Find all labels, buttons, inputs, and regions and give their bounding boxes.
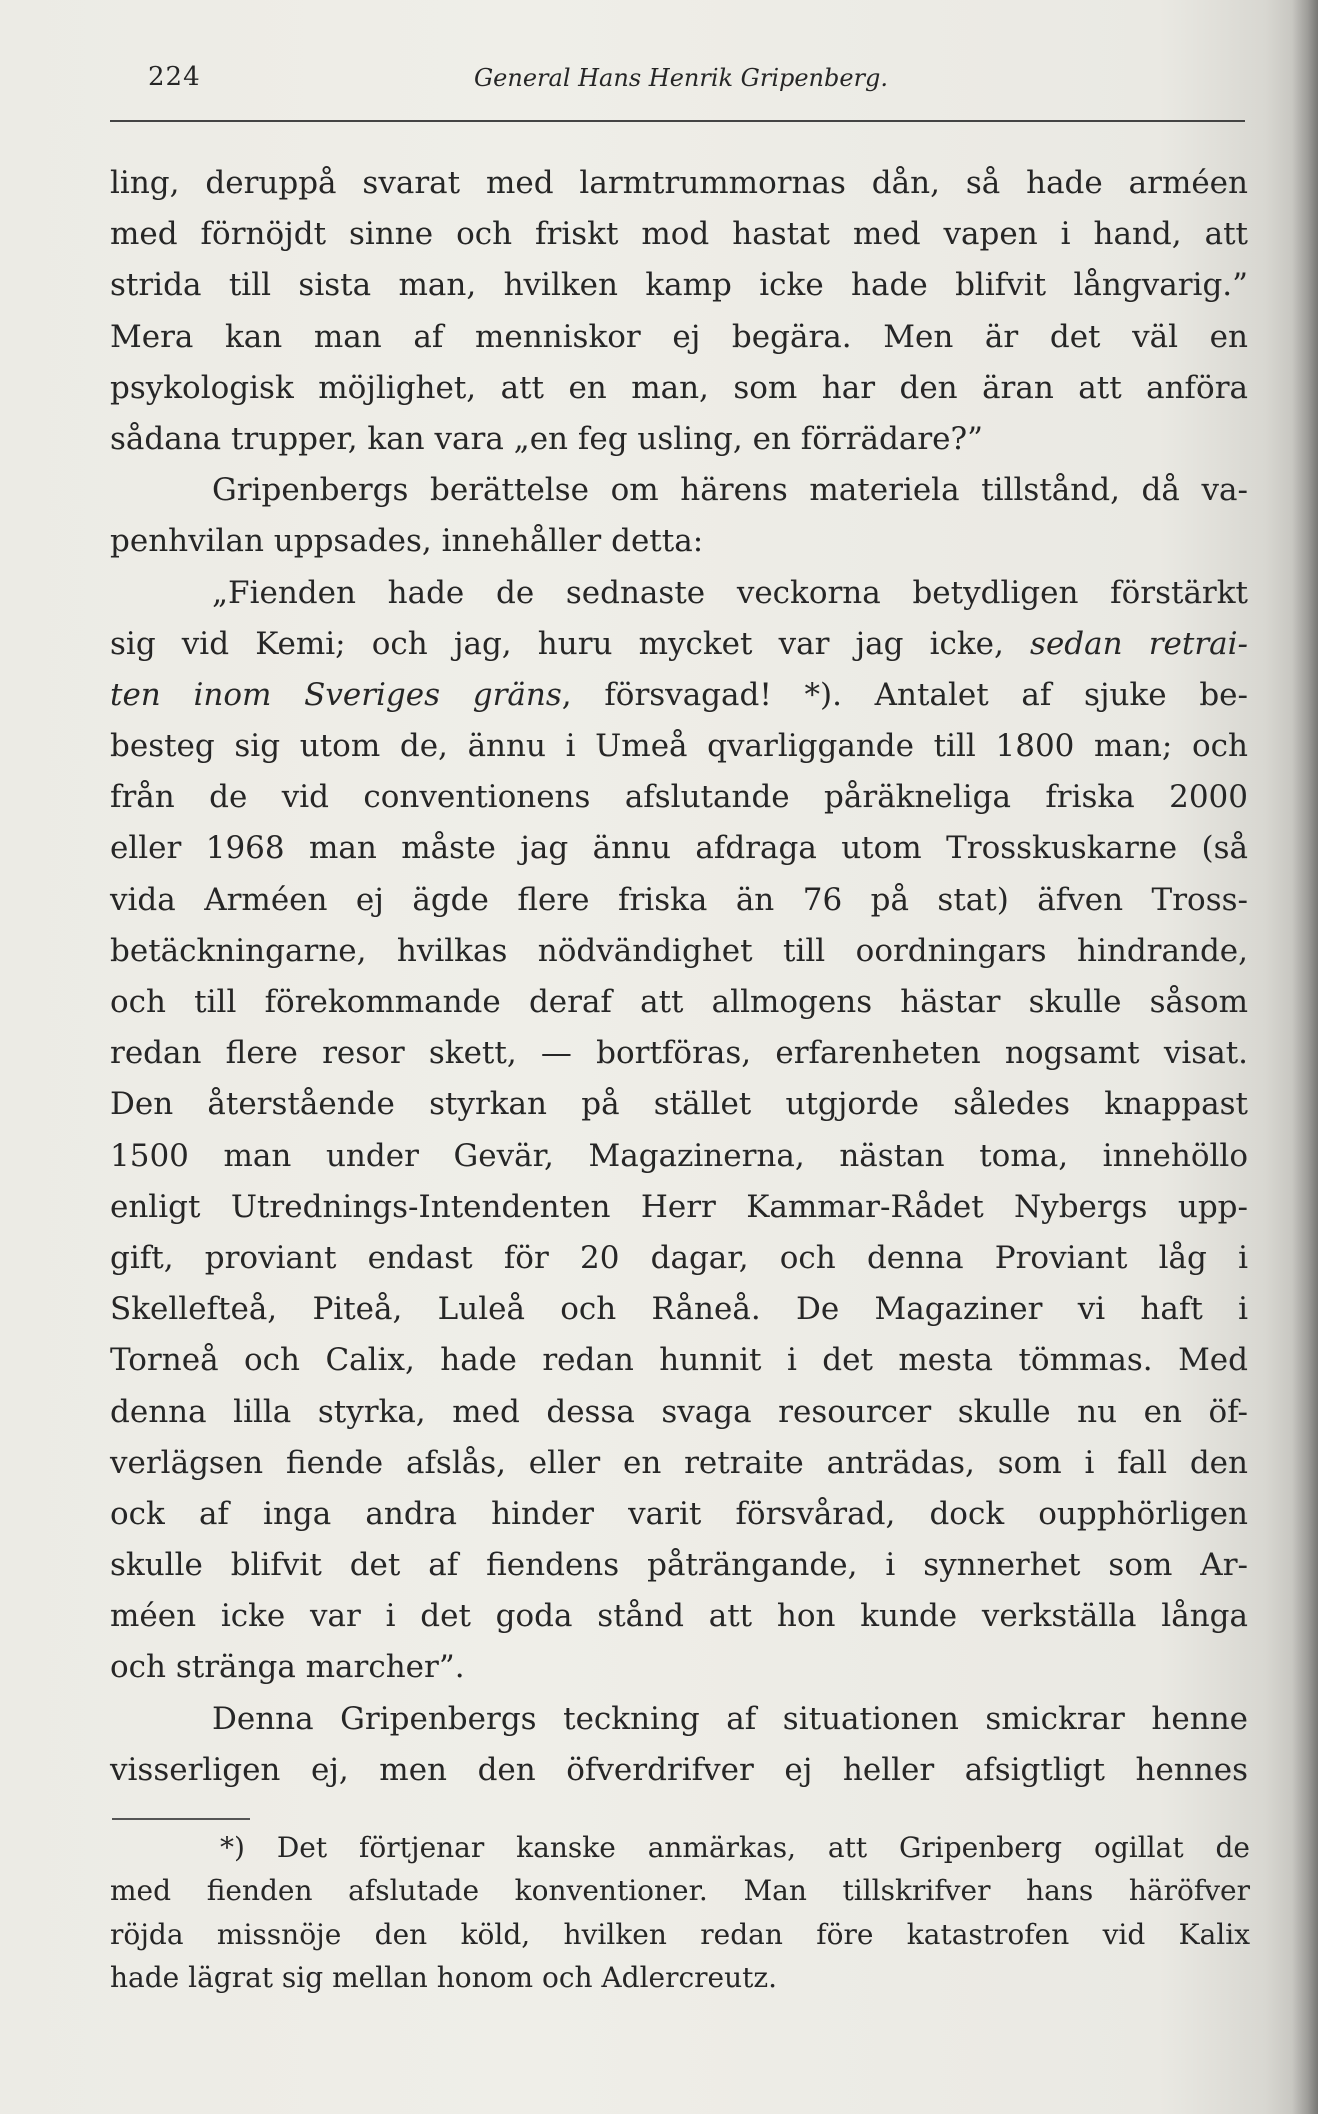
page-number: 224 [148,62,201,92]
text-line: Mera kan man af menniskor ej begära. Men är det väl en [110,318,1248,355]
text-line: enligt Utrednings-Intendenten Herr Kammar-Rådet Nybergs upp- [110,1188,1248,1225]
text-line: Denna Gripenbergs teckning af situationen smickrar henne [212,1700,1248,1737]
text-line: Skellefteå, Piteå, Luleå och Råneå. De Magaziner vi haft i [110,1291,1248,1328]
text-line: eller 1968 man måste jag ännu afdraga utom Trosskuskarne (så [110,830,1248,867]
text-line: vida Arméen ej ägde flere friska än 76 på stat) äfven Tross- [110,881,1248,918]
text-line: ock af inga andra hinder varit försvårad, dock oupphörligen [110,1495,1248,1532]
text-line: strida till sista man, hvilken kamp icke hade blifvit långvarig.” [110,267,1248,304]
page-edge-shadow [1292,0,1318,2114]
text-line: och stränga marcher”. [110,1649,465,1686]
text-line [110,619,1248,670]
text-span: , försvagad! *). Antalet af sjuke be- [561,676,1248,713]
running-title: General Hans Henrik Gripenberg. [474,64,889,92]
text-line: med förnöjdt sinne och friskt mod hastat med vapen i hand, att [110,216,1248,253]
footnote [110,1826,1250,1999]
footnote-line: *) Det förtjenar kanske anmärkas, att Gripenberg ogillat de [220,1831,1250,1864]
footnote-rule [112,1818,250,1820]
text-span: sig vid Kemi; och jag, huru mycket var jag icke, [110,625,1004,662]
text-line: från de vid conventionens afslutande påräkneliga friska 2000 [110,779,1248,816]
text-line: visserligen ej, men den öfverdrifver ej heller afsigtligt hennes [110,1751,1248,1788]
text-line: verlägsen fiende afslås, eller en retraite anträdas, som i fall den [110,1444,1248,1481]
text-line: Den återstående styrkan på stället utgjorde således knappast [110,1086,1248,1123]
body-text [110,158,1248,1796]
text-line: och till förekommande deraf att allmogens hästar skulle såsom [110,984,1248,1020]
text-line [110,670,1248,721]
footnote-line: hade lägrat sig mellan honom och Adlercreutz. [110,1960,778,1994]
text-line: gift, proviant endast för 20 dagar, och denna Proviant låg i [110,1239,1248,1276]
text-line: penhvilan uppsades, innehåller detta: [110,523,704,560]
text-line: denna lilla styrka, med dessa svaga resourcer skulle nu en öf- [110,1393,1248,1430]
text-line: redan flere resor skett, — bortföras, erfarenheten nogsamt visat. [110,1035,1248,1072]
italic-span: ten inom Sveriges gräns [110,676,562,713]
text-line: besteg sig utom de, ännu i Umeå qvarliggande till 1800 man; och [110,728,1248,765]
text-line: psykologisk möjlighet, att en man, som har den äran att anföra [110,369,1248,406]
footnote-line: med fienden afslutade konventioner. Man tillskrifver hans häröfver [110,1874,1250,1908]
text-line: betäckningarne, hvilkas nödvändighet till oordningars hindrande, [110,932,1248,969]
text-line: „Fienden hade de sednaste veckorna betydligen förstärkt [212,574,1248,611]
footnote-line: röjda missnöje den köld, hvilken redan före katastrofen vid Kalix [110,1917,1250,1951]
page-header [148,58,1248,98]
text-line: 1500 man under Gevär, Magazinerna, nästan toma, innehöllo [110,1137,1248,1174]
text-line: skulle blifvit det af fiendens påträngande, i synnerhet som Ar- [110,1547,1248,1584]
text-line: Gripenbergs berättelse om härens materiela tillstånd, då va- [212,472,1248,509]
text-line: ling, deruppå svarat med larmtrummornas dån, så hade arméen [110,165,1248,201]
text-line: sådana trupper, kan vara „en feg usling, en förrädare?” [110,420,983,457]
italic-span: sedan retrai- [1030,625,1249,662]
text-line: Torneå och Calix, hade redan hunnit i det mesta tömmas. Med [110,1342,1248,1379]
text-line: méen icke var i det goda stånd att hon kunde verkställa långa [110,1598,1248,1635]
header-rule [110,120,1245,122]
